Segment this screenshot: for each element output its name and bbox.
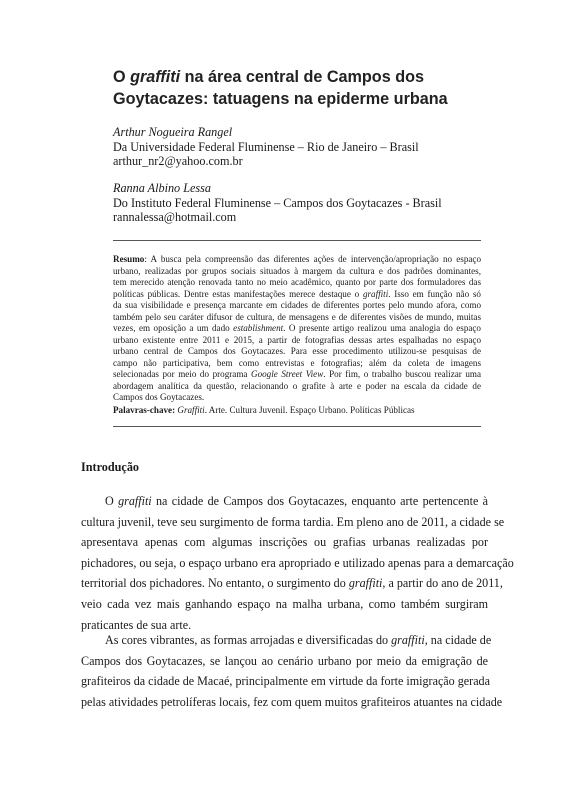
- abstract-text: . Isso em função não só: [388, 288, 481, 299]
- paragraph-line: apresentava apenas com algumas inscrições ou grafias urbanas realizadas por: [81, 535, 488, 550]
- abstract-line: urbano existente entre 2011 e 2015, a partir de fotografias dessas artes espalhadas no espaço: [113, 334, 481, 345]
- body-text: , a partir do ano de 2011,: [382, 576, 503, 591]
- abstract-label: Resumo: [113, 254, 145, 264]
- body-italic: graffiti: [391, 633, 425, 647]
- divider-top: [113, 240, 481, 241]
- author-affiliation: Do Instituto Federal Fluminense – Campos dos Goytacazes - Brasil: [113, 195, 442, 210]
- paragraph-line: praticantes de sua arte.: [81, 617, 192, 632]
- keywords-label: Palavras-chave:: [113, 405, 176, 415]
- abstract-line: urbano central de Campos dos Goytacazes. Para esse procedimento utilizou-se pesquisas de: [113, 346, 481, 356]
- abstract-text: políticas públicas. Dentre estas manifestações merece destaque o: [113, 288, 363, 299]
- abstract-italic: establishment: [233, 323, 284, 333]
- paragraph-line: [81, 491, 488, 512]
- abstract-text: : A busca pela compreensão das diferentes ações de intervenção/apropriação no espaço: [144, 254, 481, 264]
- paragraph-line: [81, 573, 503, 594]
- abstract: [113, 254, 481, 404]
- title-text: na área central de Campos dos: [180, 68, 424, 86]
- abstract-text: vezes, em oposição a um dado: [113, 323, 234, 333]
- keywords-list: . Arte. Cultura Juvenil. Espaço Urbano. Políticas Públicas: [204, 405, 415, 415]
- author-name: Ranna Albino Lessa: [113, 181, 211, 195]
- paragraph-line: veio cada vez mais ganhando espaço na malha urbana, como também surgiram: [81, 596, 488, 611]
- author-block-1: [113, 125, 419, 169]
- abstract-line: tem merecido atenção renovada tanto no meio acadêmico, quanto por parte dos formuladores das: [113, 277, 481, 287]
- abstract-italic: graffiti: [362, 288, 389, 299]
- paragraph-line: pelas atividades petrolíferas locais, fez com quem muitos grafiteiros atuantes na cidade: [81, 694, 503, 709]
- abstract-text: selecionadas por meio do programa: [113, 369, 251, 379]
- title-line-1: [113, 66, 483, 88]
- paragraph-line: grafiteiros da cidade de Macaé, principalmente em virtude da forte imigração gerada: [81, 674, 490, 689]
- abstract-line: campo não participativa, bem como entrevistas e fotografias; além da coleta de imagens: [113, 357, 481, 368]
- body-italic: graffiti: [118, 494, 152, 508]
- paragraph-line: cultura juvenil, teve seu surgimento de forma tardia. Em pleno ano de 2011, a cidade se: [81, 514, 505, 529]
- abstract-line: Campos dos Goytacazes.: [113, 392, 205, 402]
- abstract-line: abordagem analítica da questão, relacionando o grafite à arte e poder na escala da cidade de: [113, 380, 481, 391]
- keywords: [113, 405, 481, 417]
- abstract-italic: Google Street View: [251, 369, 324, 379]
- body-text: As cores vibrantes, as formas arrojadas e diversificadas do: [105, 633, 392, 647]
- author-email[interactable]: rannalessa@hotmail.com: [113, 210, 237, 224]
- body-text: territorial dos pichadores. No entanto, o surgimento do: [81, 576, 349, 591]
- paragraph-line: pichadores, ou seja, o espaço urbano era apropriado e utilizado apenas para a demarcação: [81, 555, 514, 570]
- divider-bottom: [113, 426, 481, 427]
- section-heading: Introdução: [81, 460, 140, 474]
- paragraph-1: [81, 491, 514, 635]
- body-text: na cidade de Campos dos Goytacazes, enquanto arte pertencente à: [151, 494, 488, 508]
- abstract-line: [113, 289, 481, 301]
- abstract-text: . O presente artigo realizou uma analogia do espaço: [283, 323, 481, 333]
- author-block-2: [113, 181, 442, 225]
- abstract-line: [113, 254, 481, 266]
- abstract-line: também pelo seu caráter difusor de cultura, de mensagens e de diferentes visões de mundo, muitas: [113, 311, 481, 322]
- author-affiliation: Da Universidade Federal Fluminense – Rio de Janeiro – Brasil: [113, 139, 419, 154]
- paragraph-line: [81, 630, 492, 651]
- body-text: O: [105, 494, 119, 508]
- title-line-2: Goytacazes: tatuagens na epiderme urbana: [113, 90, 448, 108]
- title-text: O: [113, 68, 131, 86]
- paragraph-2: [81, 630, 503, 712]
- abstract-line: [113, 369, 481, 381]
- author-name: Arthur Nogueira Rangel: [113, 125, 233, 139]
- abstract-line: da sua visibilidade e presença marcante em cidades de diferentes portes pelo mundo afora, como: [113, 300, 481, 310]
- title-italic-word: graffiti: [130, 68, 181, 86]
- body-italic: graffiti: [348, 576, 383, 591]
- body-text: , na cidade de: [424, 633, 492, 647]
- abstract-line: [113, 323, 481, 335]
- abstract-text: . Por fim, o trabalho buscou realizar uma: [323, 369, 482, 379]
- keyword-italic: Graffiti: [177, 405, 205, 415]
- paper-title: [113, 66, 483, 110]
- paragraph-line: Campos dos Goytacazes, se lançou ao cenário urbano por meio da emigração de: [81, 653, 488, 668]
- author-email[interactable]: arthur_nr2@yahoo.com.br: [113, 154, 243, 168]
- abstract-line: urbano, realizadas por grupos sociais situados à margem da cultura e dos padrões dominantes,: [113, 265, 481, 276]
